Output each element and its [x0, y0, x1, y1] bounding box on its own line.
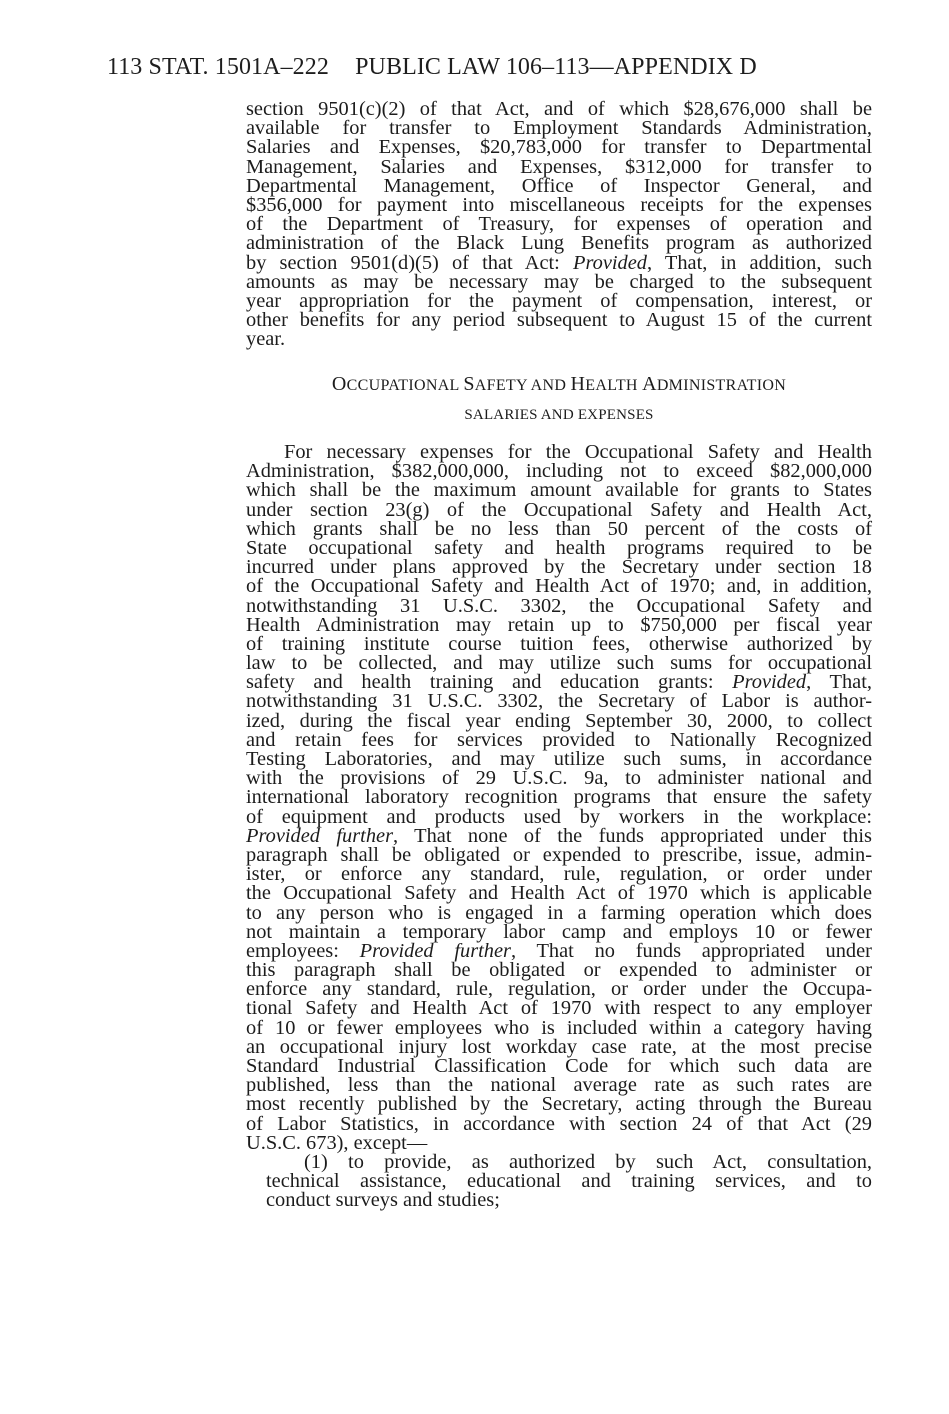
text-line: notwithstanding 31 U.S.C. 3302, the Occupational Safety and — [246, 594, 872, 617]
heading-cap: A — [642, 373, 657, 395]
heading-rest: DMINISTRATION — [656, 377, 787, 394]
text-line: ized, during the fiscal year ending September 30, 2000, to collect — [246, 709, 872, 732]
text-line: paragraph shall be obligated or expended to prescribe, issue, admin- — [246, 843, 872, 866]
item-1-line: conduct surveys and studies; — [266, 1189, 500, 1212]
text-line: most recently published by the Secretary, acting through the Bureau — [246, 1093, 872, 1116]
item-1-line: technical assistance, educational and training services, and to — [266, 1170, 872, 1193]
text-line: which grants shall be no less than 50 percent of the costs of — [246, 517, 872, 540]
text-line: ister, or enforce any standard, rule, regulation, or order under — [246, 863, 872, 886]
text-line: of the Occupational Safety and Health Act of 1970; and, in addition, — [246, 575, 872, 598]
heading-rest: EALTH — [585, 377, 638, 394]
heading-rest: CCUPATIONAL — [346, 377, 460, 394]
osha-salaries-paragraph — [246, 443, 872, 1211]
text-fragment: employees: — [246, 939, 360, 962]
text-line: U.S.C. 673), except— — [246, 1131, 428, 1154]
text-fragment: by section 9501(d)(5) of that Act: — [246, 251, 573, 274]
text-line: of training institute course tuition fees, otherwise authorized by — [246, 632, 872, 655]
text-line: international laboratory recognition programs that ensure the safety — [246, 786, 872, 809]
text-line: of Labor Statistics, in accordance with section 24 of that Act (29 — [246, 1112, 872, 1135]
text-line: enforce any standard, rule, regulation, or order under the Occupa- — [246, 978, 872, 1001]
text-fragment: , That no funds appropriated under — [510, 939, 872, 962]
text-fragment: , That, — [806, 671, 872, 694]
text-line: tional Safety and Health Act of 1970 with respect to any employer — [246, 997, 872, 1020]
text-line: the Occupational Safety and Health Act of 1970 which is applicable — [246, 882, 872, 905]
proviso-italic: Provided further — [246, 824, 394, 847]
text-line: this paragraph shall be obligated or expended to administer or — [246, 959, 872, 982]
text-fragment: safety and health training and education grants: — [246, 671, 733, 694]
text-line: Standard Industrial Classification Code for which such data are — [246, 1055, 872, 1077]
text-fragment: , That, in addition, such — [647, 251, 873, 274]
text-line: administration of the Black Lung Benefits program as authorized — [246, 232, 872, 255]
text-line: of the Department of Treasury, for expenses of operation and — [246, 213, 872, 236]
heading-rest: AFETY AND — [474, 377, 567, 394]
heading-cap: O — [331, 373, 347, 395]
law-title: PUBLIC LAW 106–113—APPENDIX D — [355, 54, 757, 80]
text-line: and retain fees for services provided to Nationally Recognized — [246, 728, 872, 751]
heading-cap: S — [463, 373, 475, 395]
text-line — [246, 251, 873, 274]
proviso-italic: Provided — [573, 251, 647, 274]
agency-heading — [246, 373, 872, 396]
heading-cap: H — [570, 373, 586, 395]
text-line: Management, Salaries and Expenses, $312,000 for transfer to — [246, 155, 872, 178]
text-line: Salaries and Expenses, $20,783,000 for transfer to Departmental — [246, 136, 872, 159]
running-head — [107, 54, 757, 81]
text-line: law to be collected, and may utilize such sums for occupational — [246, 652, 872, 675]
text-line: Testing Laboratories, and may utilize such sums, in accordance — [246, 748, 872, 770]
text-line: $356,000 for payment into miscellaneous receipts for the expenses — [246, 193, 872, 216]
proviso-italic: Provided — [732, 671, 807, 694]
text-line: not maintain a temporary labor camp and employs 10 or fewer — [246, 920, 872, 943]
item-1-line: (1) to provide, as authorized by such Act, consultation, — [304, 1150, 872, 1173]
text-line: For necessary expenses for the Occupational Safety and Health — [284, 441, 872, 463]
continued-paragraph — [246, 100, 872, 349]
text-line: published, less than the national average rate as such rates are — [246, 1074, 872, 1097]
text-line: an occupational injury lost workday case rate, at the most precise — [246, 1035, 872, 1058]
text-line: to any person who is engaged in a farming operation which does — [246, 901, 872, 924]
account-subheading: SALARIES AND EXPENSES — [464, 407, 654, 423]
text-line: Departmental Management, Office of Inspector General, and — [246, 174, 872, 197]
text-line: amounts as may be necessary may be charged to the subsequent — [246, 270, 872, 293]
text-line: other benefits for any period subsequent to August 15 of the current — [246, 309, 872, 332]
text-line: with the provisions of 29 U.S.C. 9a, to administer national and — [246, 767, 872, 790]
text-line: of equipment and products used by workers in the workplace: — [246, 805, 872, 828]
text-line: section 9501(c)(2) of that Act, and of which $28,676,000 shall be — [246, 98, 872, 120]
text-line: Administration, $382,000,000, including not to exceed $82,000,000 — [246, 460, 872, 483]
text-line: available for transfer to Employment Standards Administration, — [246, 117, 872, 140]
text-line: under section 23(g) of the Occupational Safety and Health Act, — [246, 498, 872, 521]
text-line: year appropriation for the payment of compensation, interest, or — [246, 289, 872, 312]
text-line: incurred under plans approved by the Secretary under section 18 — [246, 556, 872, 579]
text-line: year. — [246, 328, 286, 351]
text-line: which shall be the maximum amount available for grants to States — [246, 479, 872, 502]
statute-reference: 113 STAT. 1501A–222 — [107, 54, 329, 80]
text-line: State occupational safety and health programs required to be — [246, 536, 872, 559]
text-line: Health Administration may retain up to $750,000 per fiscal year — [246, 613, 872, 636]
text-line: notwithstanding 31 U.S.C. 3302, the Secretary of Labor is author- — [246, 690, 872, 713]
proviso-italic: Provided further — [359, 939, 511, 962]
text-fragment: , That none of the funds appropriated under this — [393, 824, 872, 847]
text-line: of 10 or fewer employees who is included within a category having — [246, 1016, 872, 1039]
